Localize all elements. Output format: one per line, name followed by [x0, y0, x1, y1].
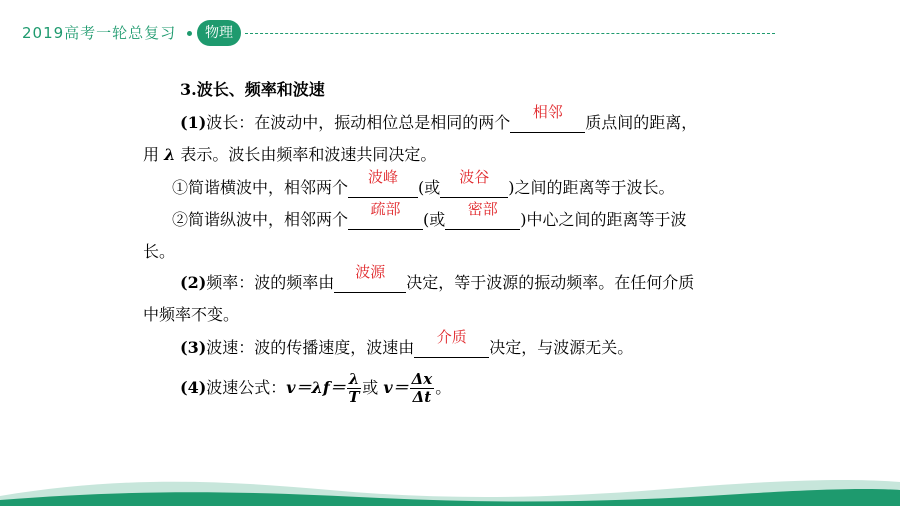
formula-part: v＝ [383, 378, 409, 397]
text: ②简谐纵波中，相邻两个 [172, 210, 349, 229]
text: ①简谐横波中，相邻两个 [172, 178, 349, 197]
footer-wave-decoration [0, 466, 900, 506]
answer-text: 波谷 [459, 168, 490, 186]
paragraph-wavelength-cont [143, 145, 436, 165]
answer-text: 疏部 [370, 200, 401, 218]
paragraph-speed [180, 328, 634, 358]
course-title: 2019高考一轮总复习 [22, 24, 177, 42]
answer-text: 波峰 [368, 168, 399, 186]
answer-blank [440, 168, 508, 198]
answer-text: 相邻 [532, 103, 563, 121]
section-heading: 3.波长、频率和波速 [180, 80, 325, 99]
answer-blank [348, 168, 418, 198]
text: )中心之间的距离等于波 [520, 210, 687, 229]
text: 波速：波的传播速度，波速由 [206, 338, 415, 357]
answer-text: 波源 [355, 263, 386, 281]
lambda-symbol: λ [164, 145, 176, 164]
answer-text: 密部 [467, 200, 498, 218]
item-label: (4) [180, 378, 207, 397]
formula-part: v＝λf＝ [286, 378, 346, 397]
answer-blank [445, 200, 520, 230]
text: 表示。波长由频率和波速共同决定。 [175, 145, 437, 164]
text: (或 [423, 210, 446, 229]
paragraph-longitudinal [172, 200, 687, 230]
paragraph-transverse [172, 168, 675, 198]
text: 决定，与波源无关。 [489, 338, 634, 357]
text: 。 [435, 378, 452, 397]
fraction-numerator: λ [348, 370, 360, 388]
answer-blank [510, 103, 585, 133]
paragraph-longitudinal-cont: 长。 [143, 242, 176, 261]
text: 或 [362, 378, 384, 397]
paragraph-formula [180, 368, 451, 408]
paragraph-wavelength [180, 103, 698, 133]
fraction-lambda-over-t [347, 371, 362, 406]
fraction-numerator: Δx [411, 370, 433, 388]
fraction-dx-over-dt [410, 371, 435, 406]
text: (或 [418, 178, 441, 197]
text: 用 [143, 145, 165, 164]
answer-text: 介质 [436, 328, 467, 346]
paragraph-frequency-cont: 中频率不变。 [143, 305, 240, 324]
item-label: (1) [180, 113, 207, 132]
subject-badge: 物理 [197, 20, 241, 46]
fraction-denominator: Δt [412, 388, 432, 406]
text: 波速公式： [206, 378, 287, 397]
paragraph-frequency [180, 263, 695, 293]
item-label: (3) [180, 338, 207, 357]
fraction-denominator: T [348, 388, 360, 406]
text: 质点间的距离， [585, 113, 698, 132]
answer-blank [348, 200, 423, 230]
answer-blank [334, 263, 406, 293]
text: 波长：在波动中，振动相位总是相同的两个 [206, 113, 511, 132]
text: )之间的距离等于波长。 [508, 178, 675, 197]
text: 频率：波的频率由 [206, 273, 335, 292]
text: 决定，等于波源的振动频率。在任何介质 [406, 273, 695, 292]
item-label: (2) [180, 273, 207, 292]
answer-blank [414, 328, 489, 358]
